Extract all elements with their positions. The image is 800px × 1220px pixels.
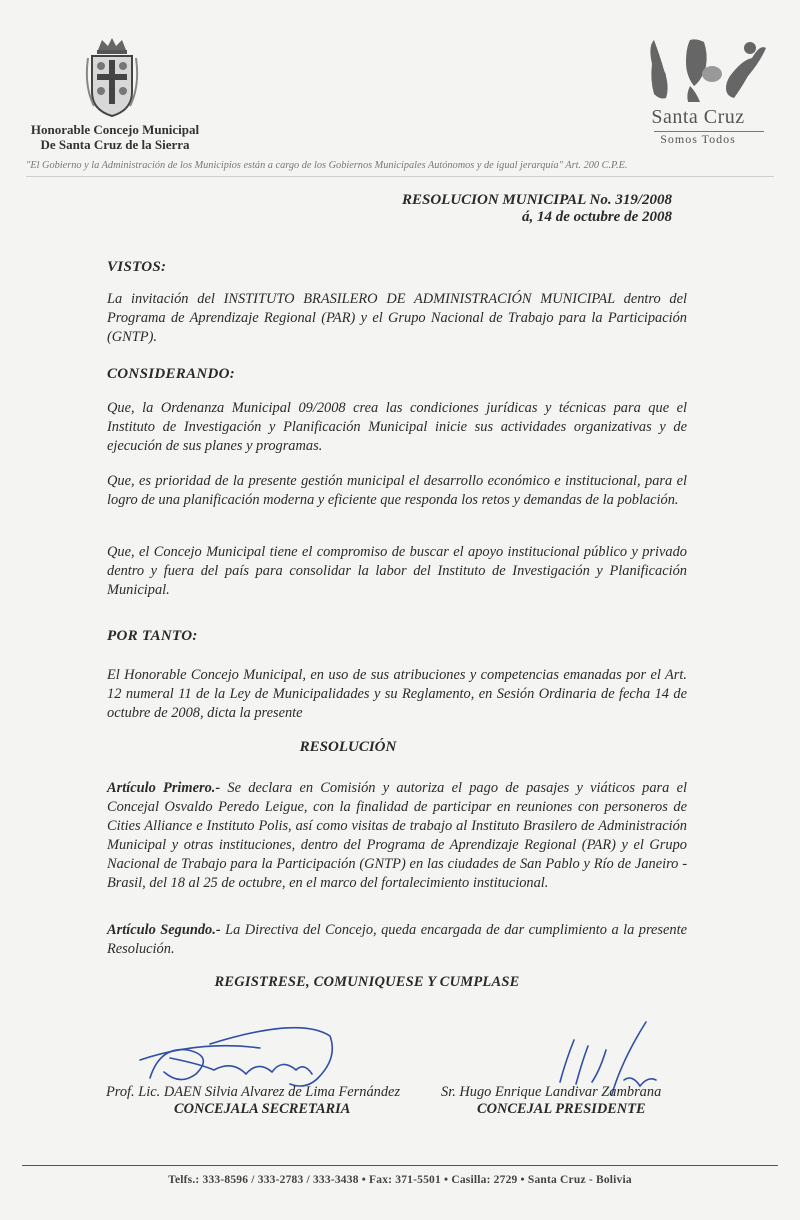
closing-formula: REGISTRESE, COMUNIQUESE Y CUMPLASE bbox=[214, 974, 520, 990]
article-one-label: Artículo Primero.- bbox=[107, 780, 221, 796]
signatory-role: CONCEJAL PRESIDENTE bbox=[477, 1101, 646, 1117]
por-tanto-heading: POR TANTO: bbox=[107, 628, 198, 644]
signature-secretaria bbox=[140, 1028, 332, 1086]
header-divider bbox=[26, 176, 774, 177]
resolucion-heading: RESOLUCIÓN bbox=[299, 739, 397, 755]
article-two bbox=[107, 921, 687, 959]
considerando-paragraph: Que, el Concejo Municipal tiene el compromiso de buscar el apoyo institucional público y privado dentro y fuera del país para consolidar la labor del Instituto de Investigación y Planificación Municipal. bbox=[107, 544, 687, 598]
article-two-label: Artículo Segundo.- bbox=[107, 922, 221, 938]
article-one bbox=[107, 779, 687, 893]
signatory-name: Sr. Hugo Enrique Landivar Zambrana bbox=[441, 1084, 662, 1100]
considerando-paragraph: Que, la Ordenanza Municipal 09/2008 crea las condiciones jurídicas y técnicas para que el Instituto de Investigación y Planificación Municipal inicie sus actividades organizativas y de ejecución de sus planes y programas. bbox=[107, 400, 687, 454]
footer-contact: Telfs.: 333-8596 / 333-2783 / 333-3438 • Fax: 371-5501 • Casilla: 2729 • Santa Cruz - Bolivia bbox=[168, 1174, 632, 1186]
council-name-line2: De Santa Cruz de la Sierra bbox=[40, 137, 190, 152]
considerando-paragraph: Que, es prioridad de la presente gestión municipal el desarrollo económico e institucional, para el logro de una planificación moderna y eficiente que responda los retos y demandas de la población. bbox=[107, 473, 687, 508]
considerando-heading: CONSIDERANDO: bbox=[107, 366, 236, 382]
brand-tagline: Somos Todos bbox=[660, 132, 736, 146]
resolution-date: á, 14 de octubre de 2008 bbox=[522, 209, 672, 225]
council-name-line1: Honorable Concejo Municipal bbox=[30, 122, 200, 137]
signatory-name: Prof. Lic. DAEN Silvia Alvarez de Lima Fernández bbox=[106, 1084, 401, 1100]
coat-of-arms-icon bbox=[84, 36, 140, 118]
santa-cruz-logo-icon bbox=[630, 36, 770, 146]
vistos-text: La invitación del INSTITUTO BRASILERO DE ADMINISTRACIÓN MUNICIPAL dentro del Programa de Aprendizaje Regional (PAR) y el Grupo Nacional de Trabajo para la Participación (GNTP). bbox=[107, 291, 687, 345]
vistos-heading: VISTOS: bbox=[107, 259, 167, 275]
article-two-text: La Directiva del Concejo, queda encargada de dar cumplimiento a la presente Resolución. bbox=[107, 922, 687, 957]
signatory-role: CONCEJALA SECRETARIA bbox=[174, 1101, 351, 1117]
brand-name: Santa Cruz bbox=[651, 106, 745, 128]
resolution-number: RESOLUCION MUNICIPAL No. 319/2008 bbox=[401, 192, 672, 208]
council-name bbox=[20, 122, 210, 152]
article-one-text: Se declara en Comisión y autoriza el pago de pasajes y viáticos para el Concejal Osvaldo Peredo Leigue, con la finalidad de participar en reuniones con personeros de Cities Alliance e Instituto Polis, así como visitas de trabajo al Instituto Brasilero de Administración Municipal y otras instituciones, dentro del Programa de Aprendizaje Regional (PAR) y el Grupo Nacional de Trabajo para la Participación (GNTP) en las ciudades de San Pablo y Río de Janeiro - Brasil, del 18 al 25 de octubre, en el marco del fortalecimiento institucional. bbox=[107, 780, 687, 891]
footer-divider bbox=[22, 1165, 778, 1166]
por-tanto-text: El Honorable Concejo Municipal, en uso de sus atribuciones y competencias emanadas por el Art. 12 numeral 11 de la Ley de Municipalidades y su Reglamento, en Sesión Ordinaria de fecha 14 de octubre de 2008, dicta la presente bbox=[107, 667, 687, 721]
constitutional-motto: "El Gobierno y la Administración de los Municipios están a cargo de los Gobiernos Municipales Autónomos y de igual jerarquía" Art. 200 C.P.E. bbox=[26, 160, 628, 171]
